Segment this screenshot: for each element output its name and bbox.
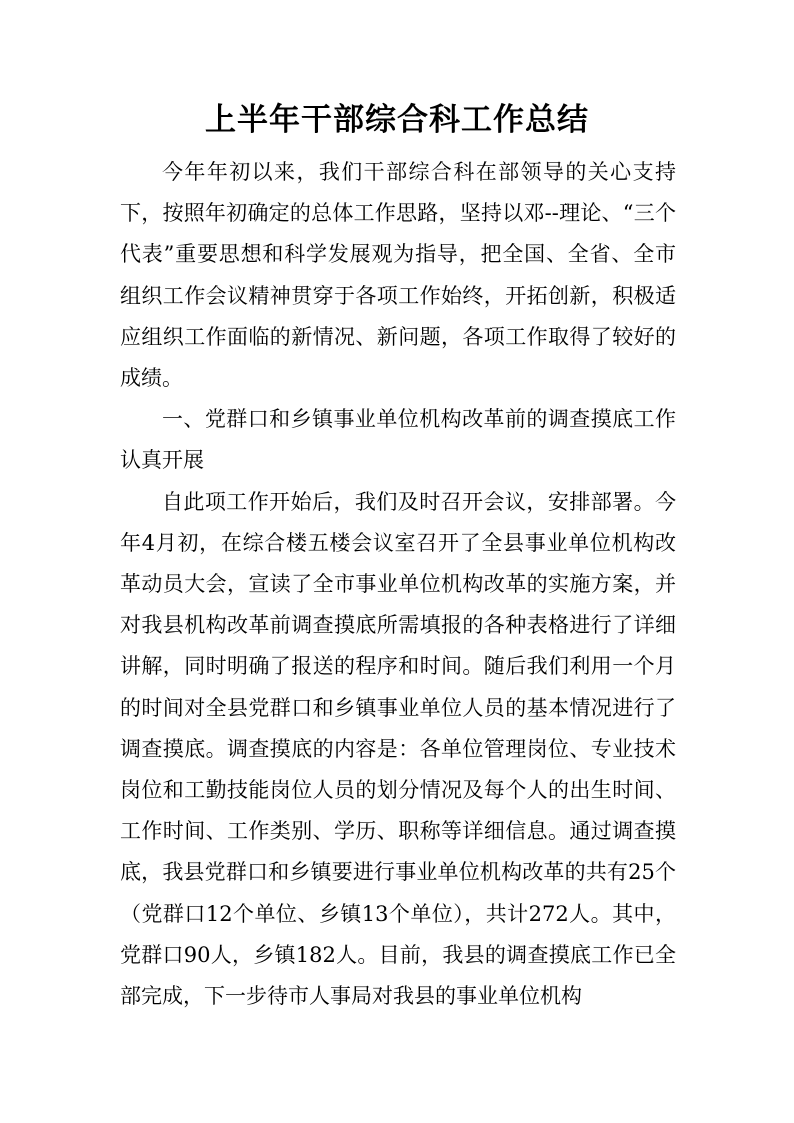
document-body: [120, 152, 676, 1017]
paragraph-section-1: 自此项工作开始后，我们及时召开会议，安排部署。今年4月初，在综合楼五楼会议室召开了全县事业单位机构改革动员大会，宣读了全市事业单位机构改革的实施方案，并对我县机构改革前调查摸底所需填报的各种表格进行了详细讲解，同时明确了报送的程序和时间。随后我们利用一个月的时间对全县党群口和乡镇事业单位人员的基本情况进行了调查摸底。调查摸底的内容是：各单位管理岗位、专业技术岗位和工勤技能岗位人员的划分情况及每个人的出生时间、工作时间、工作类别、学历、职称等详细信息。通过调查摸底，我县党群口和乡镇要进行事业单位机构改革的共有25个（党群口12个单位、乡镇13个单位），共计272人。其中，党群口90人，乡镇182人。目前，我县的调查摸底工作已全部完成，下一步待市人事局对我县的事业单位机构: [120, 489, 676, 1009]
section-heading-1: 一、党群口和乡镇事业单位机构改革前的调查摸底工作认真开展: [120, 407, 676, 473]
paragraph-intro: 今年年初以来，我们干部综合科在部领导的关心支持下，按照年初确定的总体工作思路，坚持以邓--理论、“三个代表”重要思想和科学发展观为指导，把全国、全省、全市组织工作会议精神贯穿于各项工作始终，开拓创新，积极适应组织工作面临的新情况、新问题，各项工作取得了较好的成绩。: [120, 160, 676, 391]
document-title: 上半年干部综合科工作总结: [205, 102, 589, 138]
